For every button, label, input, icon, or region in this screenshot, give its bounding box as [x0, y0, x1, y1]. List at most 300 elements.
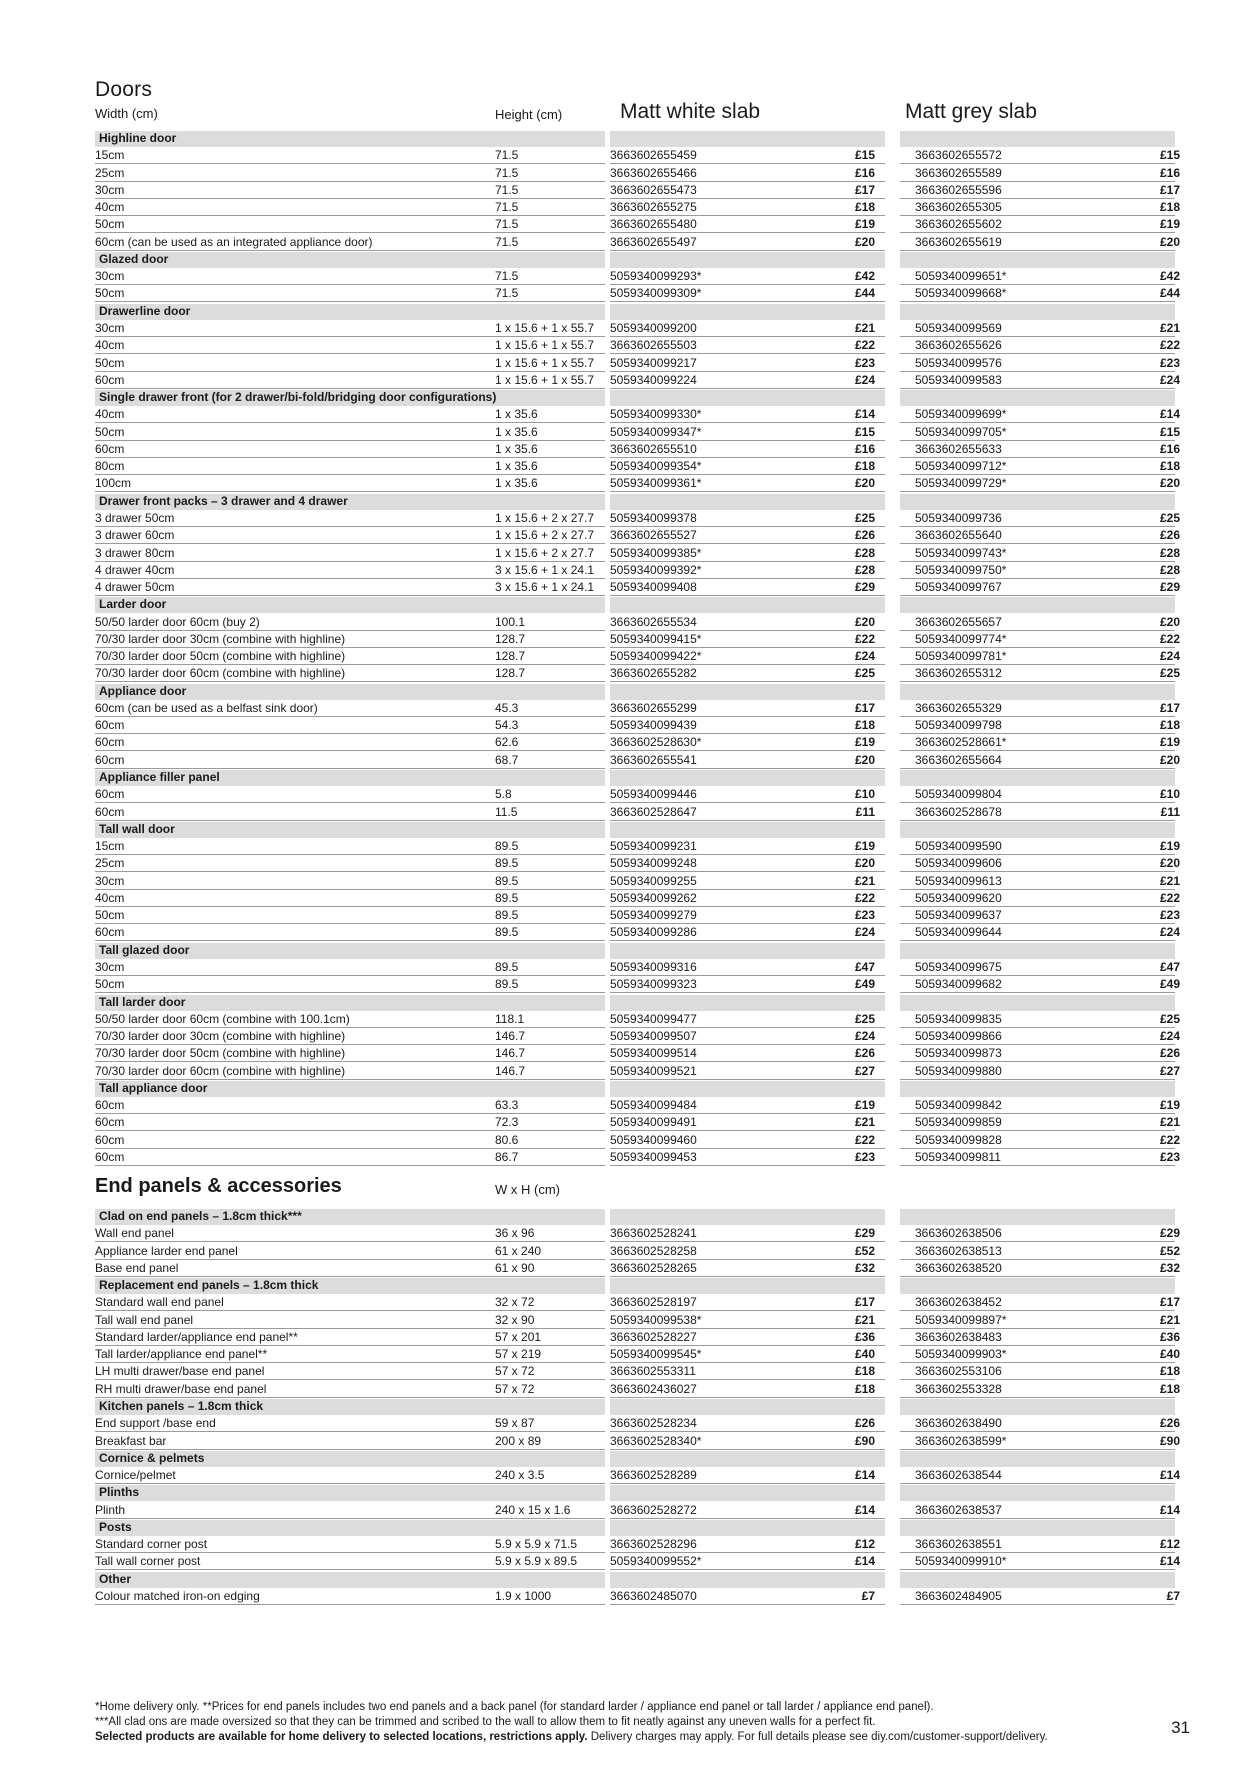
group-header-shading	[610, 304, 885, 320]
matt-white-price: £23	[854, 1149, 875, 1164]
matt-grey-price: £19	[1159, 1098, 1180, 1113]
matt-grey-code: 3663602655589	[915, 165, 1002, 180]
matt-grey-price: £17	[1159, 700, 1180, 715]
table-row	[95, 337, 1180, 354]
product-dimensions: 1 x 35.6	[495, 476, 538, 491]
matt-grey-price: £42	[1159, 269, 1180, 284]
matt-white-price: £17	[854, 182, 875, 197]
product-dimensions: 71.5	[495, 269, 519, 284]
table-row	[95, 1312, 1180, 1329]
matt-grey-price: £10	[1159, 787, 1180, 802]
product-dimensions: 57 x 72	[495, 1381, 535, 1396]
product-dimensions: 57 x 201	[495, 1329, 542, 1344]
matt-white-price: £25	[854, 666, 875, 681]
matt-grey-code: 3663602655572	[915, 148, 1002, 163]
matt-grey-code: 5059340099859	[915, 1115, 1002, 1130]
product-description: Standard wall end panel	[95, 1295, 224, 1310]
matt-white-price: £20	[854, 234, 875, 249]
product-dimensions: 71.5	[495, 200, 519, 215]
group-header-shading	[610, 1399, 885, 1415]
product-description: 30cm	[95, 182, 125, 197]
matt-white-price: £16	[854, 441, 875, 456]
matt-white-price: £19	[854, 839, 875, 854]
matt-grey-price: £26	[1159, 528, 1180, 543]
table-row	[95, 873, 1180, 890]
product-dimensions: 61 x 240	[495, 1243, 542, 1258]
matt-white-price: £49	[854, 977, 875, 992]
matt-white-code: 5059340099323	[610, 977, 697, 992]
matt-grey-code: 5059340099811	[915, 1149, 1001, 1164]
product-description: 15cm	[95, 839, 125, 854]
table-row	[95, 475, 1180, 492]
matt-grey-price: £20	[1159, 234, 1180, 249]
product-dimensions: 36 x 96	[495, 1226, 535, 1241]
matt-white-price: £10	[854, 787, 875, 802]
table-row	[95, 614, 1180, 631]
product-dimensions: 5.9 x 5.9 x 89.5	[495, 1554, 578, 1569]
matt-grey-code: 5059340099835	[915, 1011, 1002, 1026]
matt-grey-price: £18	[1159, 200, 1180, 215]
matt-white-price: £16	[854, 165, 875, 180]
row-rule	[95, 1165, 605, 1166]
product-description: 70/30 larder door 30cm (combine with highline)	[95, 631, 346, 646]
row-rule	[610, 1604, 885, 1605]
matt-grey-code: 3663602655640	[915, 528, 1002, 543]
matt-white-code: 3663602528234	[610, 1416, 697, 1431]
matt-white-price: £28	[854, 545, 875, 560]
group-header-label: Other	[99, 1571, 132, 1586]
product-dimensions: 200 x 89	[495, 1433, 542, 1448]
group-header-label: Appliance filler panel	[99, 770, 220, 784]
product-dimensions: 89.5	[495, 908, 519, 923]
table-row	[95, 1346, 1180, 1363]
product-description: 50/50 larder door 60cm (buy 2)	[95, 614, 260, 629]
table-row	[95, 1149, 1180, 1166]
group-header-row	[95, 683, 1180, 700]
table-row	[95, 1433, 1180, 1450]
matt-grey-code: 5059340099712*	[915, 459, 1007, 474]
matt-white-price: £21	[854, 1115, 875, 1130]
product-description: 70/30 larder door 50cm (combine with highline)	[95, 649, 346, 664]
matt-grey-code: 5059340099804	[915, 787, 1002, 802]
matt-grey-code: 5059340099743*	[915, 545, 1007, 560]
matt-white-code: 5059340099408	[610, 580, 697, 594]
matt-white-price: £24	[854, 925, 875, 940]
group-header-shading	[610, 131, 885, 147]
matt-white-price: £17	[854, 1295, 875, 1310]
footnotes	[95, 1700, 1048, 1745]
matt-white-code: 3663602528197	[610, 1295, 697, 1310]
matt-white-code: 5059340099415*	[610, 631, 702, 646]
matt-white-code: 5059340099378	[610, 510, 697, 525]
product-dimensions: 89.5	[495, 977, 519, 992]
matt-white-code: 3663602655282	[610, 666, 697, 681]
group-header-row	[95, 994, 1180, 1011]
product-dimensions: 89.5	[495, 856, 519, 871]
matt-grey-code: 3663602638520	[915, 1260, 1002, 1275]
table-row	[95, 527, 1180, 544]
group-header-row	[95, 1080, 1180, 1097]
matt-white-code: 5059340099330*	[610, 407, 702, 422]
group-header-shading	[610, 1081, 885, 1097]
matt-white-code: 3663602528227	[610, 1329, 697, 1344]
group-header-label: Glazed door	[99, 251, 169, 266]
row-rule	[610, 1165, 885, 1166]
table-row	[95, 372, 1180, 389]
group-header-shading	[95, 252, 605, 268]
product-dimensions: 72.3	[495, 1115, 519, 1130]
table-row	[95, 959, 1180, 976]
matt-white-slab-header: Matt white slab	[620, 100, 761, 123]
matt-grey-code: 5059340099613	[915, 873, 1002, 888]
matt-grey-code: 5059340099910*	[915, 1554, 1007, 1569]
table-row	[95, 1114, 1180, 1131]
matt-grey-code: 5059340099675	[915, 960, 1002, 974]
matt-white-code: 5059340099279	[610, 908, 697, 923]
doors-title: Doors	[95, 78, 153, 101]
table-row	[95, 631, 1180, 648]
group-header-shading	[900, 1399, 1175, 1415]
matt-white-code: 3663602655527	[610, 528, 697, 543]
matt-white-price: £32	[854, 1260, 875, 1275]
table-row	[95, 1243, 1180, 1260]
matt-white-price: £52	[854, 1243, 875, 1258]
table-row	[95, 510, 1180, 527]
product-dimensions: 146.7	[495, 1046, 526, 1061]
matt-grey-code: 5059340099866	[915, 1029, 1002, 1043]
matt-white-code: 3663602553311	[610, 1364, 696, 1379]
footnote-availability-bold: Selected products are available for home delivery to selected locations, restrictions apply.	[95, 1731, 588, 1743]
table-row	[95, 234, 1180, 251]
group-header-row	[95, 251, 1180, 268]
table-row	[95, 734, 1180, 751]
table-row	[95, 1028, 1180, 1045]
product-description: 15cm	[95, 148, 125, 163]
product-dimensions: 146.7	[495, 1063, 526, 1078]
table-row	[95, 1553, 1180, 1570]
height-column-header: Height (cm)	[495, 107, 563, 122]
group-header-label: Tall glazed door	[99, 942, 190, 957]
matt-grey-code: 5059340099880	[915, 1063, 1002, 1078]
matt-white-code: 5059340099293*	[610, 269, 702, 284]
product-dimensions: 61 x 90	[495, 1260, 535, 1275]
table-row	[95, 924, 1180, 941]
table-row	[95, 355, 1180, 372]
matt-grey-price: £23	[1159, 1149, 1180, 1164]
product-description: 60cm	[95, 1098, 125, 1113]
matt-grey-code: 3663602655664	[915, 752, 1002, 767]
matt-white-price: £18	[854, 200, 875, 215]
product-description: 50/50 larder door 60cm (combine with 100.1cm)	[95, 1011, 350, 1026]
table-row	[95, 147, 1180, 164]
product-dimensions: 63.3	[495, 1098, 519, 1113]
product-dimensions: 3 x 15.6 + 1 x 24.1	[495, 580, 595, 594]
end-panels-title: End panels & accessories	[95, 1175, 342, 1197]
product-description: 60cm	[95, 735, 125, 750]
matt-white-code: 3663602528241	[610, 1226, 697, 1241]
group-header-row	[95, 1398, 1180, 1415]
matt-white-price: £15	[854, 148, 875, 163]
table-row	[95, 545, 1180, 562]
product-dimensions: 89.5	[495, 890, 519, 905]
matt-grey-code: 5059340099842	[915, 1098, 1002, 1113]
product-dimensions: 54.3	[495, 718, 519, 733]
matt-white-code: 3663602528265	[610, 1260, 697, 1275]
group-header-row	[95, 130, 1180, 147]
matt-white-code: 5059340099521	[610, 1063, 697, 1078]
matt-grey-price: £14	[1159, 1502, 1180, 1517]
table-row	[95, 976, 1180, 993]
matt-white-code: 3663602528340*	[610, 1433, 702, 1448]
matt-grey-code: 5059340099781*	[915, 649, 1007, 664]
matt-white-price: £7	[861, 1588, 875, 1603]
matt-grey-price: £40	[1159, 1347, 1180, 1362]
matt-white-price: £40	[854, 1347, 875, 1362]
group-header-shading	[900, 1520, 1175, 1536]
table-row	[95, 700, 1180, 717]
product-description: 60cm	[95, 1115, 125, 1130]
matt-grey-code: 3663602638452	[915, 1295, 1002, 1310]
matt-grey-price: £14	[1159, 1468, 1180, 1482]
matt-grey-price: £19	[1159, 839, 1180, 854]
matt-grey-price: £22	[1159, 338, 1180, 353]
matt-white-price: £14	[854, 1468, 875, 1482]
matt-grey-code: 3663602638599*	[915, 1433, 1007, 1448]
matt-grey-code: 5059340099682	[915, 977, 1002, 992]
matt-grey-code: 5059340099583	[915, 372, 1002, 387]
group-header-shading	[900, 304, 1175, 320]
group-header-row	[95, 1208, 1180, 1225]
product-dimensions: 100.1	[495, 614, 526, 629]
matt-white-price: £19	[854, 1098, 875, 1113]
matt-grey-price: £20	[1159, 614, 1180, 629]
product-description: 50cm	[95, 286, 125, 301]
matt-grey-price: £28	[1159, 562, 1180, 577]
product-dimensions: 45.3	[495, 700, 519, 715]
table-row	[95, 1381, 1180, 1398]
product-dimensions: 89.5	[495, 925, 519, 940]
table-row	[95, 1225, 1180, 1242]
product-dimensions: 71.5	[495, 217, 519, 232]
group-header-shading	[610, 1520, 885, 1536]
matt-grey-price: £14	[1159, 407, 1180, 422]
table-row	[95, 1260, 1180, 1277]
group-header-label: Drawer front packs – 3 drawer and 4 drawer	[99, 493, 348, 508]
matt-grey-price: £25	[1159, 666, 1180, 681]
matt-white-code: 3663602436027	[610, 1381, 697, 1396]
table-row	[95, 199, 1180, 216]
matt-grey-price: £22	[1159, 1132, 1180, 1147]
product-dimensions: 1 x 15.6 + 1 x 55.7	[495, 321, 595, 335]
product-dimensions: 118.1	[495, 1011, 525, 1026]
product-description: Cornice/pelmet	[95, 1468, 176, 1482]
table-row	[95, 1063, 1180, 1080]
matt-white-code: 5059340099422*	[610, 649, 702, 664]
product-description: Standard larder/appliance end panel**	[95, 1329, 298, 1344]
group-header-shading	[900, 1572, 1175, 1588]
product-description: Base end panel	[95, 1260, 179, 1275]
matt-white-price: £21	[854, 873, 875, 888]
group-header-shading	[610, 390, 885, 406]
matt-grey-price: £18	[1159, 1381, 1180, 1396]
table-row	[95, 890, 1180, 907]
group-header-label: Highline door	[99, 131, 177, 145]
matt-white-code: 5059340099545*	[610, 1347, 702, 1362]
matt-white-code: 5059340099200	[610, 321, 697, 335]
matt-white-price: £47	[854, 960, 875, 974]
matt-grey-code: 5059340099606	[915, 856, 1002, 871]
table-row	[95, 320, 1180, 337]
matt-grey-price: £25	[1159, 1011, 1180, 1026]
product-description: Appliance larder end panel	[95, 1243, 238, 1258]
matt-grey-price: £19	[1159, 217, 1180, 232]
matt-grey-price: £29	[1159, 580, 1180, 594]
table-row	[95, 665, 1180, 682]
matt-grey-code: 3663602638551	[915, 1537, 1002, 1552]
group-header-label: Tall larder door	[99, 994, 186, 1009]
matt-grey-price: £90	[1159, 1433, 1180, 1448]
matt-grey-price: £52	[1159, 1243, 1180, 1258]
matt-white-price: £22	[854, 890, 875, 905]
group-header-shading	[900, 494, 1175, 510]
group-header-shading	[610, 252, 885, 268]
matt-white-code: 3663602485070	[610, 1588, 697, 1603]
matt-grey-code: 5059340099637	[915, 908, 1002, 923]
matt-grey-code: 5059340099750*	[915, 562, 1007, 577]
product-description: 25cm	[95, 165, 125, 180]
matt-white-price: £29	[854, 1226, 875, 1241]
matt-white-code: 5059340099538*	[610, 1312, 702, 1327]
product-description: 50cm	[95, 424, 125, 439]
matt-grey-code: 5059340099873	[915, 1046, 1002, 1061]
wxh-column-header: W x H (cm)	[495, 1182, 560, 1197]
table-row	[95, 1415, 1180, 1432]
matt-grey-code: 3663602638537	[915, 1502, 1002, 1517]
product-description: 60cm	[95, 1132, 125, 1147]
group-header-row	[95, 1450, 1180, 1467]
matt-grey-price: £20	[1159, 856, 1180, 871]
matt-white-code: 5059340099286	[610, 925, 697, 940]
matt-grey-price: £7	[1166, 1588, 1180, 1603]
group-header-row	[95, 596, 1180, 613]
page-number: 31	[1171, 1718, 1190, 1737]
table-row	[95, 1329, 1180, 1346]
matt-grey-slab-header: Matt grey slab	[905, 100, 1037, 123]
table-row	[95, 786, 1180, 803]
product-dimensions: 71.5	[495, 165, 519, 180]
table-row	[95, 268, 1180, 285]
matt-white-code: 3663602528289	[610, 1468, 697, 1482]
row-rule	[900, 1165, 1175, 1166]
product-dimensions: 1 x 15.6 + 1 x 55.7	[495, 372, 595, 387]
matt-grey-code: 3663602655596	[915, 182, 1002, 197]
matt-white-code: 3663602655459	[610, 148, 697, 163]
matt-white-price: £28	[854, 562, 875, 577]
product-dimensions: 80.6	[495, 1132, 519, 1147]
product-description: 60cm	[95, 804, 125, 819]
group-header-shading	[900, 131, 1175, 147]
table-row	[95, 907, 1180, 924]
matt-white-price: £15	[854, 424, 875, 439]
matt-white-price: £20	[854, 614, 875, 629]
matt-grey-code: 5059340099767	[915, 580, 1002, 594]
matt-white-code: 5059340099507	[610, 1029, 697, 1043]
matt-grey-price: £24	[1159, 1029, 1180, 1043]
product-description: 4 drawer 40cm	[95, 562, 175, 577]
product-description: 50cm	[95, 355, 125, 370]
product-description: Breakfast bar	[95, 1433, 167, 1448]
matt-white-price: £20	[854, 856, 875, 871]
row-rule	[95, 1604, 605, 1605]
matt-grey-code: 3663602655312	[915, 666, 1002, 681]
matt-grey-price: £47	[1159, 960, 1180, 974]
matt-white-price: £24	[854, 372, 875, 387]
matt-white-price: £19	[854, 217, 875, 232]
matt-grey-code: 3663602655305	[915, 200, 1002, 215]
matt-grey-price: £36	[1159, 1329, 1180, 1344]
matt-white-code: 5059340099224	[610, 372, 697, 387]
product-dimensions: 57 x 219	[495, 1347, 542, 1362]
product-dimensions: 11.5	[495, 804, 518, 819]
product-description: 40cm	[95, 407, 125, 422]
product-dimensions: 89.5	[495, 839, 519, 854]
table-row	[95, 458, 1180, 475]
matt-white-code: 5059340099392*	[610, 562, 702, 577]
matt-white-price: £18	[854, 1381, 875, 1396]
matt-grey-code: 3663602638544	[915, 1468, 1002, 1482]
group-header-label: Cornice & pelmets	[99, 1450, 205, 1465]
matt-white-price: £17	[854, 700, 875, 715]
product-dimensions: 59 x 87	[495, 1416, 535, 1431]
matt-white-price: £19	[854, 735, 875, 750]
matt-white-price: £14	[854, 1502, 875, 1517]
matt-white-price: £18	[854, 459, 875, 474]
matt-white-price: £22	[854, 1132, 875, 1147]
matt-grey-code: 5059340099668*	[915, 286, 1007, 301]
product-dimensions: 89.5	[495, 960, 519, 974]
product-dimensions: 128.7	[495, 649, 526, 664]
group-header-shading	[900, 943, 1175, 959]
matt-grey-price: £21	[1159, 321, 1180, 335]
matt-white-code: 3663602528630*	[610, 735, 702, 750]
table-row	[95, 1045, 1180, 1062]
matt-white-code: 5059340099262	[610, 890, 697, 905]
group-header-shading	[900, 1081, 1175, 1097]
table-row	[95, 717, 1180, 734]
matt-white-price: £23	[854, 355, 875, 370]
matt-grey-code: 5059340099798	[915, 718, 1002, 733]
matt-white-code: 3663602655466	[610, 165, 697, 180]
matt-white-code: 3663602655275	[610, 200, 697, 215]
matt-white-code: 5059340099484	[610, 1098, 697, 1113]
group-header-row	[95, 1571, 1180, 1588]
table-row	[95, 165, 1180, 182]
matt-white-code: 5059340099361*	[610, 476, 702, 491]
product-dimensions: 71.5	[495, 234, 519, 249]
product-dimensions: 89.5	[495, 873, 519, 888]
product-dimensions: 240 x 3.5	[495, 1468, 545, 1482]
group-header-shading	[610, 943, 885, 959]
group-header-row	[95, 1484, 1180, 1501]
matt-white-price: £18	[854, 718, 875, 733]
matt-grey-price: £21	[1159, 873, 1180, 888]
product-dimensions: 32 x 72	[495, 1295, 535, 1310]
matt-grey-price: £17	[1159, 182, 1180, 197]
group-header-shading	[610, 1209, 885, 1225]
product-dimensions: 3 x 15.6 + 1 x 24.1	[495, 562, 595, 577]
matt-grey-code: 5059340099903*	[915, 1347, 1007, 1362]
table-row	[95, 648, 1180, 665]
